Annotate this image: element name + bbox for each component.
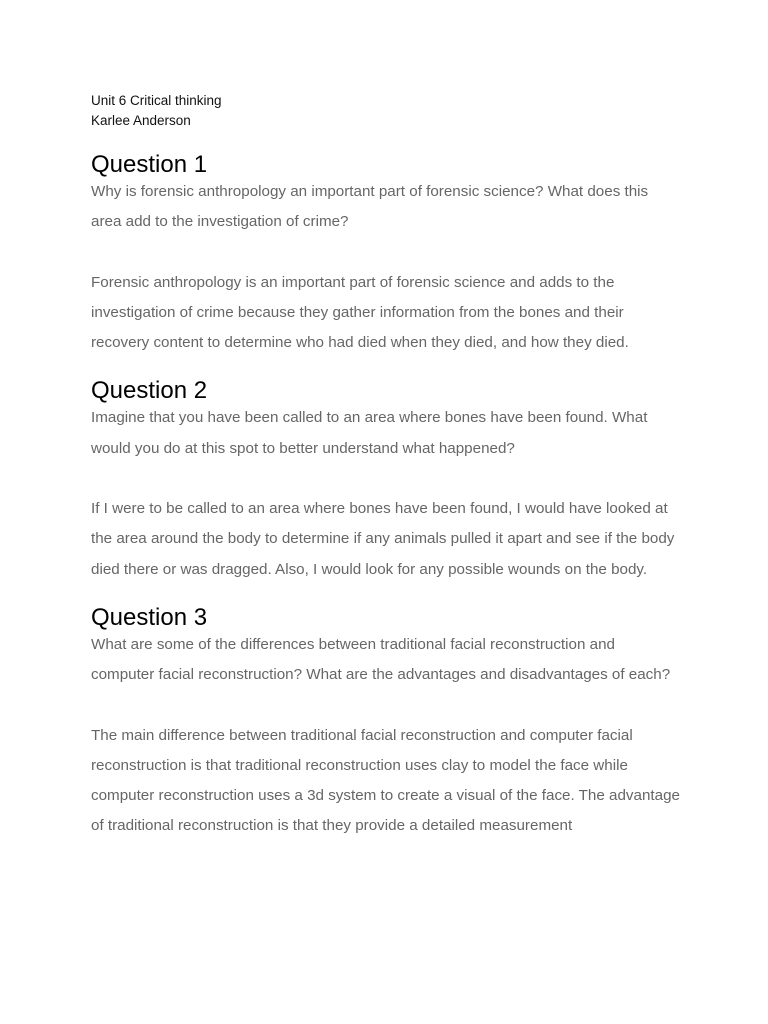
question-2-heading: Question 2 [91, 377, 208, 405]
question-3-prompt: What are some of the differences between traditional facial reconstruction and computer facial reconstruction? What are the advantages and disadvantages of each? [91, 635, 671, 684]
question-1-heading: Question 1 [91, 151, 208, 178]
question-2-prompt: Imagine that you have been called to an area where bones have been found. What would you do at this spot to better understand what happened? [91, 409, 648, 457]
question-3-heading: Question 3 [91, 603, 208, 631]
document-body [91, 91, 681, 842]
question-1-section [91, 151, 681, 358]
question-1-prompt: Why is forensic anthropology an important part of forensic science? What does this area add to the investigation of crime? [91, 183, 649, 231]
question-2-section [91, 377, 681, 584]
question-2-answer: If I were to be called to an area where bones have been found, I would have looked at the area around the body to determine if any animals pulled it apart and see if the body died there or was dragged. Also, I would look for any possible wounds on the body. [91, 500, 675, 578]
question-3-answer: The main difference between traditional facial reconstruction and computer facial reconstruction is that traditional reconstruction uses clay to model the face while computer reconstruction uses a 3d system to create a visual of the face. The advantage of traditional reconstruction is that they provide a detailed measurement [91, 726, 680, 835]
question-1-answer: Forensic anthropology is an important part of forensic science and adds to the investigation of crime because they gather information from the bones and their recovery content to determine who had died when they died, and how they died. [91, 273, 629, 352]
question-3-section [91, 604, 681, 842]
unit-title: Unit 6 Critical thinking [91, 93, 222, 108]
author-name: Karlee Anderson [91, 113, 191, 128]
